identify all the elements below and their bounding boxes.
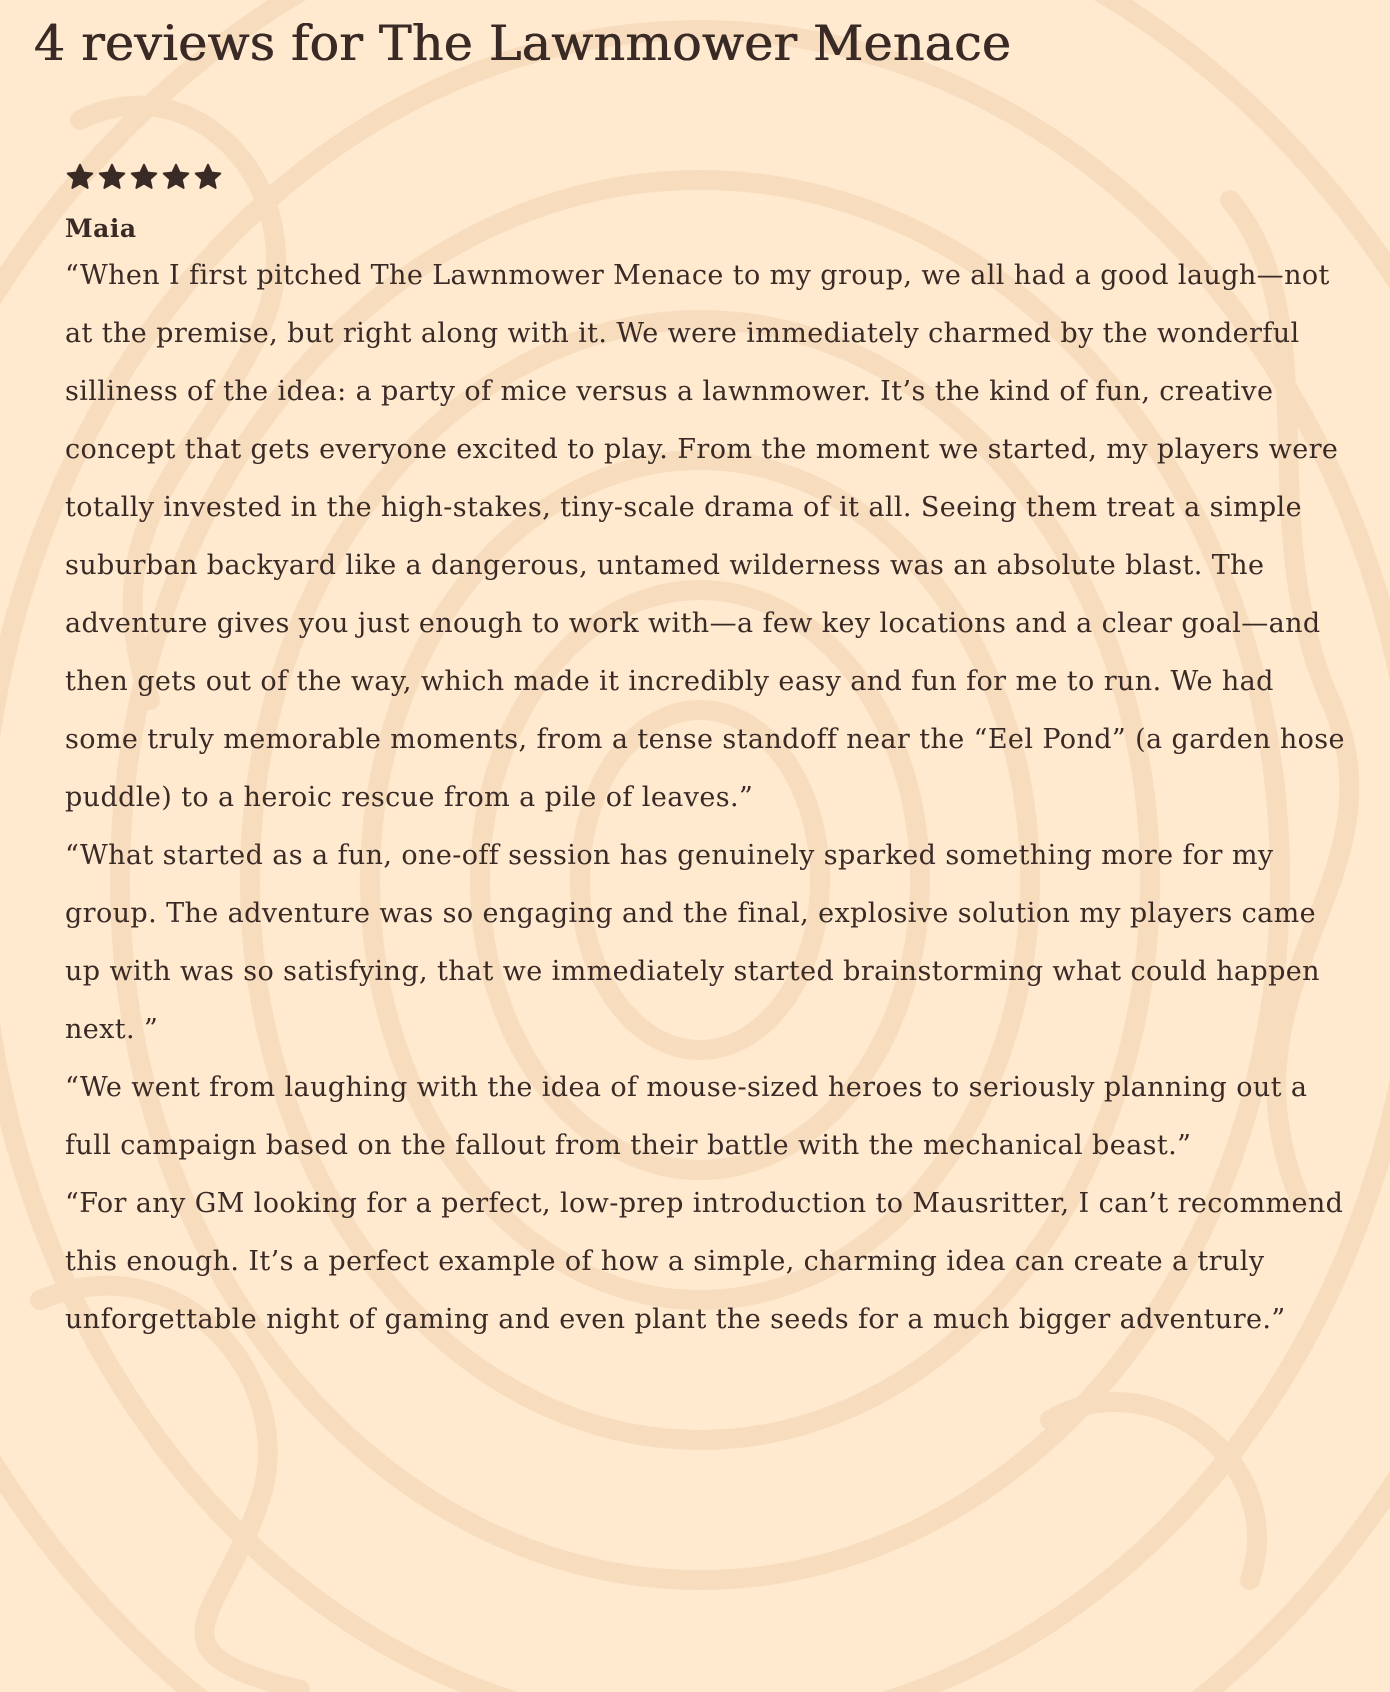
review-paragraph: “What started as a fun, one-off session has genuinely sparked something more for my group. The adventure was so engaging and the final, explosive solution my players came up with was so satisfying, that we immediately started brainstorming what could happen next. ” <box>65 840 1320 1045</box>
filled-star-icon <box>161 162 191 192</box>
review-paragraph: “We went from laughing with the idea of mouse-sized heroes to seriously planning out a full campaign based on the fallout from their battle with the mechanical beast.” <box>65 1072 1308 1161</box>
review-body <box>65 247 1355 1349</box>
filled-star-icon <box>97 162 127 192</box>
filled-star-icon <box>193 162 223 192</box>
reviews-title: 4 reviews for The Lawnmower Menace <box>34 15 1012 72</box>
review-paragraph: “For any GM looking for a perfect, low-prep introduction to Mausritter, I can’t recommend this enough. It’s a perfect example of how a simple, charming idea can create a truly unforgettable night of gaming and even plant the seeds for a much bigger adventure.” <box>65 1188 1344 1335</box>
review-author: Maia <box>65 214 137 243</box>
star-rating <box>65 162 1355 192</box>
review-item <box>34 162 1355 1349</box>
filled-star-icon <box>129 162 159 192</box>
review-paragraph: “When I first pitched The Lawnmower Menace to my group, we all had a good laugh—not at the premise, but right along with it. We were immediately charmed by the wonderful silliness of the idea: a party of mice versus a lawnmower. It’s the kind of fun, creative concept that gets everyone excited to play. From the moment we started, my players were totally invested in the high-stakes, tiny-scale drama of it all. Seeing them treat a simple suburban backyard like a dangerous, untamed wilderness was an absolute blast. The adventure gives you just enough to work with—a few key locations and a clear goal—and then gets out of the way, which made it incredibly easy and fun for me to run. We had some truly memorable moments, from a tense standoff near the “Eel Pond” (a garden hose puddle) to a heroic rescue from a pile of leaves.” <box>65 260 1345 813</box>
filled-star-icon <box>65 162 95 192</box>
